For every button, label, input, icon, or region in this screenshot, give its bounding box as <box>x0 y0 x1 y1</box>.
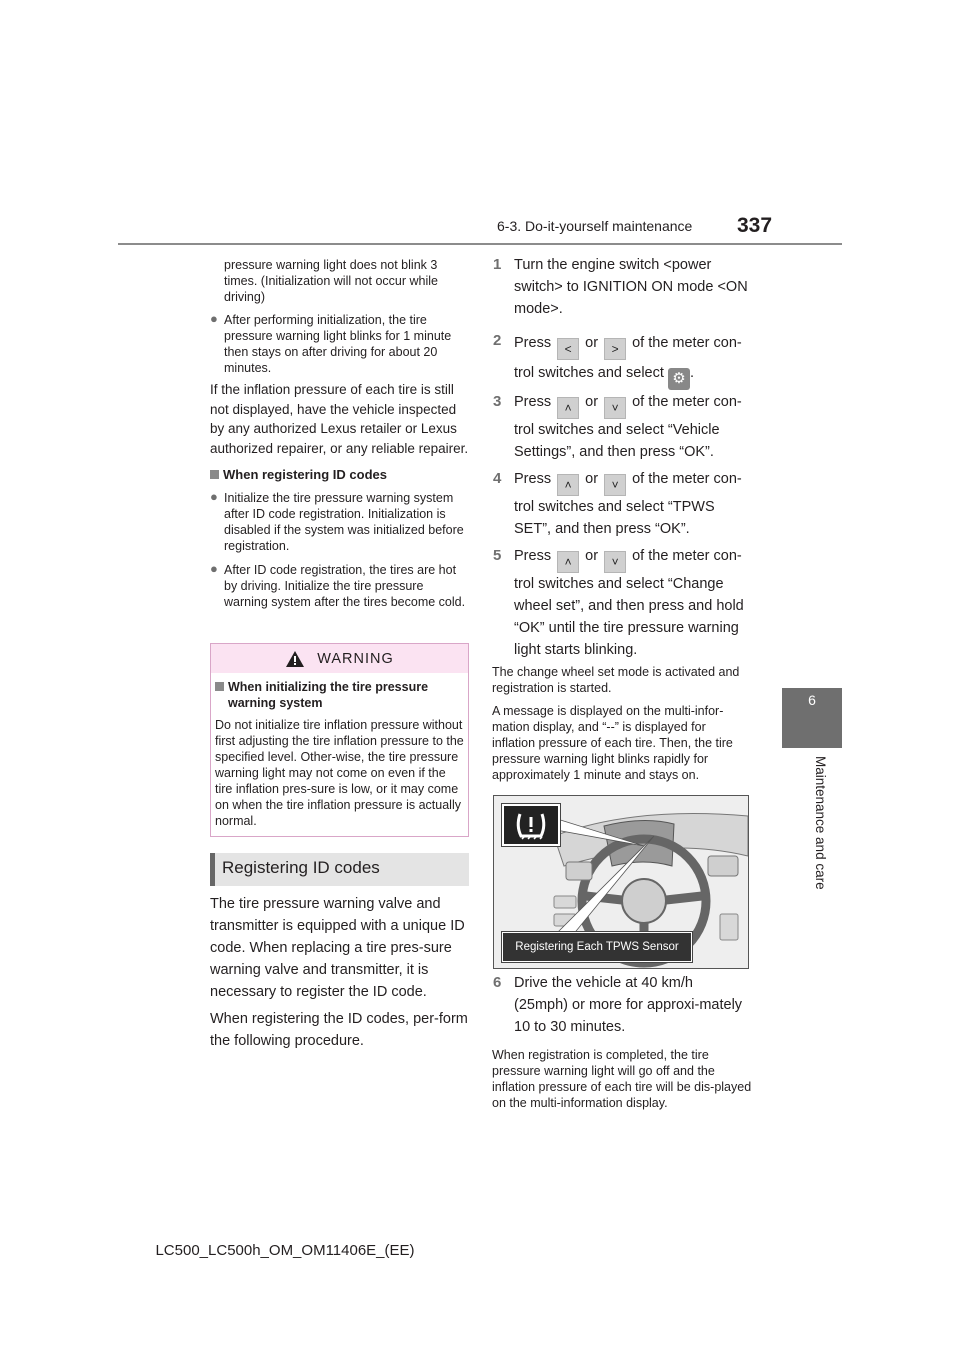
section-heading: Registering ID codes <box>210 853 469 886</box>
inspect-note: If the inflation pressure of each tire is still not displayed, have the vehicle inspected by any authorized Lexus retailer or Lexus authorized repairer, or any reliable repairer. <box>210 382 469 456</box>
chapter-label-wrap <box>782 752 842 902</box>
footer <box>0 1242 960 1259</box>
down-arrow-icon: ˅ <box>604 397 626 419</box>
dashboard-illustration <box>493 795 749 969</box>
up-arrow-icon: ˄ <box>557 551 579 573</box>
tire-pressure-warning-icon <box>502 804 560 846</box>
left-arrow-icon: < <box>557 338 579 360</box>
step-number: 6 <box>493 974 502 991</box>
procedure-paragraph: When registering the ID codes, per-form the following procedure. <box>210 1011 468 1049</box>
square-bullet-icon <box>215 682 224 691</box>
warning-header: WARNING <box>211 644 468 673</box>
reg-bullet-1: Initialize the tire pressure warning system after ID code registration. Initialization is disabled if the system was initialized before registration. <box>224 491 464 553</box>
warning-body: Do not initialize tire inflation pressure without first adjusting the tire inflation pressure to the specified level. Other-wise, the tire pressure warning light may not come on even if the tire inflation pres-sure is low, or it may come on when the tire inflation pressure is actually normal. <box>215 718 464 828</box>
note-completed: When registration is completed, the tire pressure warning light will go off and the inflation pressure of each tire will be dis-played on the multi-information display. <box>492 1048 752 1110</box>
warning-box <box>210 643 469 837</box>
bullet-after-init: After performing initialization, the tire pressure warning light blinks for 1 minute then stays on after driving for about 20 minutes. <box>224 313 452 375</box>
step-2-text: Press < or > of the meter con-trol switches and select ⚙ . <box>514 330 750 390</box>
chapter-tab <box>782 688 842 748</box>
manual-code: LC500_LC500h_OM_OM11406E_(EE) <box>155 1242 415 1259</box>
warning-subheading: When initializing the tire pressure warning system <box>215 679 465 711</box>
step-number: 1 <box>493 256 502 273</box>
settings-gear-icon: ⚙ <box>668 368 690 390</box>
warning-triangle-icon <box>285 650 305 668</box>
square-bullet-icon <box>210 470 219 479</box>
right-arrow-icon: > <box>604 338 626 360</box>
down-arrow-icon: ˅ <box>604 551 626 573</box>
section-title: 6-3. Do-it-yourself maintenance <box>497 218 693 234</box>
up-arrow-icon: ˄ <box>557 397 579 419</box>
intro-paragraph: The tire pressure warning valve and transmitter is equipped with a unique ID code. When replacing a tire pres-sure warning valve and transmitter, it is necessary to register the ID code. <box>210 896 465 1000</box>
note-activated: The change wheel set mode is activated and registration is started. <box>492 665 740 695</box>
step-4-text: Press ˄ or ˅ of the meter con-trol switches and select “TPWS SET”, and then press “OK”. <box>514 471 742 537</box>
step-1-text: Turn the engine switch <power switch> to IGNITION ON mode <ON mode>. <box>514 257 748 317</box>
chapter-number: 6 <box>808 692 816 708</box>
down-arrow-icon: ˅ <box>604 474 626 496</box>
reg-bullet-2: After ID code registration, the tires are hot by driving. Initialize the tire pressure warning system after the tires become cold. <box>224 563 466 609</box>
up-arrow-icon: ˄ <box>557 474 579 496</box>
step-5-text: Press ˄ or ˅ of the meter con-trol switches and select “Change wheel set”, and then press and hold “OK” until the tire pressure warning light starts blinking. <box>514 548 744 658</box>
bullet-icon: ● <box>210 561 218 576</box>
step-number: 3 <box>493 393 502 410</box>
continuation-text: pressure warning light does not blink 3 times. (Initialization will not occur while driving) <box>224 258 438 304</box>
bullet-icon: ● <box>210 311 218 326</box>
step-number: 2 <box>493 332 502 349</box>
header-rule <box>118 243 842 245</box>
step-3-text: Press ˄ or ˅ of the meter con-trol switches and select “Vehicle Settings”, and then press “OK”. <box>514 394 742 460</box>
note-message: A message is displayed on the multi-infor-mation display, and “--” is displayed for inflation pressure of each tire. Then, the tire pressure warning light blinks rapidly for approximately 1 minute and stays on. <box>492 704 733 782</box>
heading-bar <box>210 853 215 886</box>
step-6-text: Drive the vehicle at 40 km/h (25mph) or more for approxi-mately 10 to 30 minutes. <box>514 975 743 1035</box>
page-number: 337 <box>737 214 773 237</box>
reg-subheading: When registering ID codes <box>210 467 387 482</box>
display-caption: Registering Each TPWS Sensor <box>502 932 692 962</box>
chapter-label: Maintenance and care <box>813 756 828 890</box>
step-number: 5 <box>493 547 502 564</box>
step-number: 4 <box>493 470 502 487</box>
bullet-icon: ● <box>210 489 218 504</box>
